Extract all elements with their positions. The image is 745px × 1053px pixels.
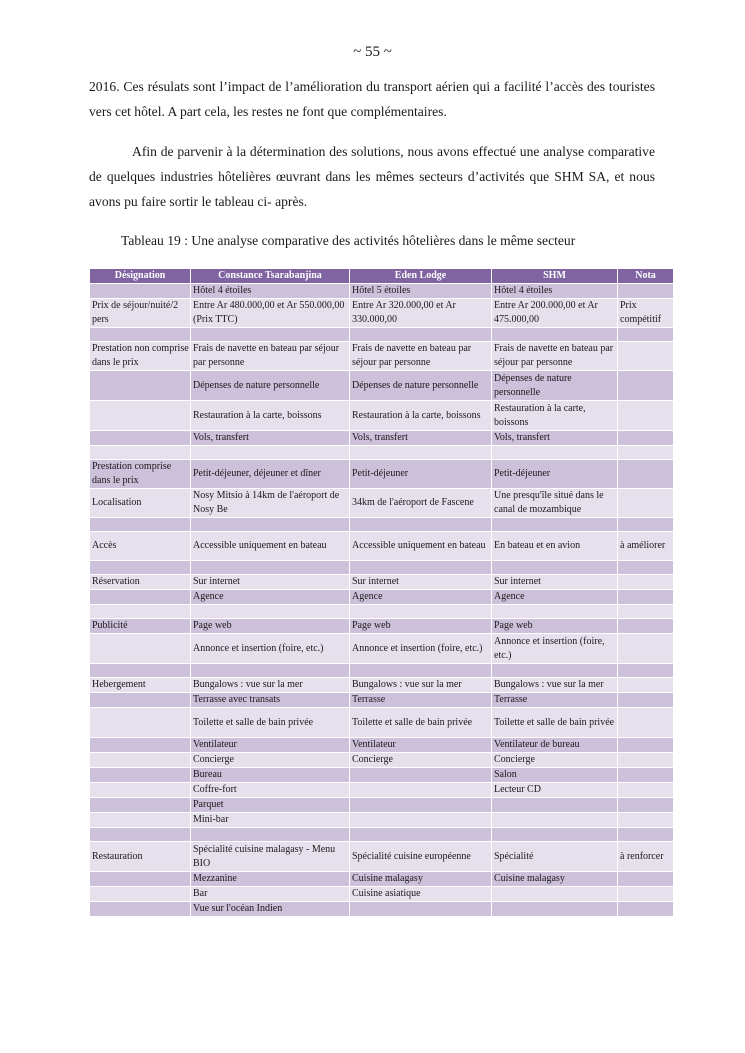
cell-constance <box>191 605 350 619</box>
cell-designation <box>90 431 191 446</box>
cell-eden-lodge <box>350 828 492 842</box>
cell-nota <box>618 768 674 783</box>
header-eden-lodge: Eden Lodge <box>350 269 492 284</box>
cell-designation: Hebergement <box>90 678 191 693</box>
cell-designation <box>90 798 191 813</box>
cell-shm <box>492 518 618 532</box>
table-row <box>90 887 674 902</box>
paragraph-1: 2016. Ces résulats sont l’impact de l’amélioration du transport aérien qui a facilité l’accès des touristes vers cet hôtel. A part cela, les restes ne font que complémentaires. <box>89 79 655 119</box>
cell-nota <box>618 828 674 842</box>
cell-constance <box>191 328 350 342</box>
cell-eden-lodge: Dépenses de nature personnelle <box>350 371 492 401</box>
cell-eden-lodge: Concierge <box>350 753 492 768</box>
cell-designation <box>90 664 191 678</box>
cell-designation <box>90 902 191 917</box>
cell-eden-lodge <box>350 518 492 532</box>
cell-designation: Publicité <box>90 619 191 634</box>
cell-shm: Restauration à la carte, boissons <box>492 401 618 431</box>
cell-shm: Dépenses de nature personnelle <box>492 371 618 401</box>
cell-shm: Vols, transfert <box>492 431 618 446</box>
table-row <box>90 664 674 678</box>
table-row <box>90 842 674 872</box>
cell-constance <box>191 561 350 575</box>
cell-eden-lodge: 34km de l'aéroport de Fascene <box>350 489 492 518</box>
cell-constance: Entre Ar 480.000,00 et Ar 550.000,00 (Prix TTC) <box>191 299 350 328</box>
cell-eden-lodge: Sur internet <box>350 575 492 590</box>
cell-constance: Page web <box>191 619 350 634</box>
cell-eden-lodge <box>350 664 492 678</box>
cell-designation <box>90 708 191 738</box>
cell-eden-lodge: Spécialité cuisine européenne <box>350 842 492 872</box>
cell-eden-lodge <box>350 813 492 828</box>
cell-shm: Ventilateur de bureau <box>492 738 618 753</box>
cell-eden-lodge: Ventilateur <box>350 738 492 753</box>
cell-designation: Restauration <box>90 842 191 872</box>
cell-shm <box>492 605 618 619</box>
cell-nota: à améliorer <box>618 532 674 561</box>
cell-shm: Concierge <box>492 753 618 768</box>
table-row <box>90 371 674 401</box>
cell-constance: Bungalows : vue sur la mer <box>191 678 350 693</box>
cell-nota: Prix compétitif <box>618 299 674 328</box>
cell-shm: Entre Ar 200.000,00 et Ar 475.000,00 <box>492 299 618 328</box>
cell-shm <box>492 902 618 917</box>
cell-shm: Salon <box>492 768 618 783</box>
table-row <box>90 693 674 708</box>
cell-eden-lodge: Annonce et insertion (foire, etc.) <box>350 634 492 664</box>
table-row <box>90 619 674 634</box>
cell-shm <box>492 813 618 828</box>
cell-nota <box>618 813 674 828</box>
cell-designation <box>90 753 191 768</box>
cell-constance: Concierge <box>191 753 350 768</box>
cell-shm: Une presqu'île situé dans le canal de mozambique <box>492 489 618 518</box>
header-shm: SHM <box>492 269 618 284</box>
cell-constance: Sur internet <box>191 575 350 590</box>
cell-nota <box>618 872 674 887</box>
cell-shm: Petit-déjeuner <box>492 460 618 489</box>
cell-constance: Terrasse avec transats <box>191 693 350 708</box>
header-designation: Désignation <box>90 269 191 284</box>
cell-eden-lodge: Bungalows : vue sur la mer <box>350 678 492 693</box>
cell-eden-lodge: Hôtel 5 étoiles <box>350 284 492 299</box>
cell-nota <box>618 446 674 460</box>
cell-shm: Lecteur CD <box>492 783 618 798</box>
cell-constance: Frais de navette en bateau par séjour par personne <box>191 342 350 371</box>
cell-shm: Sur internet <box>492 575 618 590</box>
cell-designation: Prix de séjour/nuité/2 pers <box>90 299 191 328</box>
cell-nota <box>618 431 674 446</box>
table-row <box>90 299 674 328</box>
cell-nota <box>618 798 674 813</box>
cell-eden-lodge: Page web <box>350 619 492 634</box>
table-row <box>90 460 674 489</box>
cell-designation <box>90 738 191 753</box>
table-row <box>90 532 674 561</box>
cell-eden-lodge: Petit-déjeuner <box>350 460 492 489</box>
cell-eden-lodge: Restauration à la carte, boissons <box>350 401 492 431</box>
cell-nota <box>618 575 674 590</box>
cell-designation <box>90 518 191 532</box>
table-row <box>90 813 674 828</box>
cell-eden-lodge <box>350 768 492 783</box>
cell-constance: Agence <box>191 590 350 605</box>
cell-nota <box>618 693 674 708</box>
cell-eden-lodge: Frais de navette en bateau par séjour par personne <box>350 342 492 371</box>
table-row <box>90 605 674 619</box>
comparison-table <box>89 268 674 917</box>
table-row <box>90 328 674 342</box>
cell-designation <box>90 284 191 299</box>
cell-constance <box>191 828 350 842</box>
cell-shm <box>492 887 618 902</box>
cell-eden-lodge: Cuisine asiatique <box>350 887 492 902</box>
table-row <box>90 708 674 738</box>
cell-nota <box>618 664 674 678</box>
cell-nota <box>618 619 674 634</box>
cell-nota <box>618 887 674 902</box>
cell-designation <box>90 634 191 664</box>
cell-nota <box>618 738 674 753</box>
cell-designation: Réservation <box>90 575 191 590</box>
cell-shm: Agence <box>492 590 618 605</box>
cell-eden-lodge <box>350 561 492 575</box>
cell-constance: Vols, transfert <box>191 431 350 446</box>
cell-shm <box>492 828 618 842</box>
table-row <box>90 342 674 371</box>
cell-constance: Vue sur l'océan Indien <box>191 902 350 917</box>
cell-shm: Terrasse <box>492 693 618 708</box>
cell-constance: Ventilateur <box>191 738 350 753</box>
cell-nota <box>618 753 674 768</box>
cell-constance: Bureau <box>191 768 350 783</box>
cell-shm <box>492 798 618 813</box>
cell-shm <box>492 664 618 678</box>
cell-nota <box>618 561 674 575</box>
cell-eden-lodge: Accessible uniquement en bateau <box>350 532 492 561</box>
table-row <box>90 783 674 798</box>
cell-eden-lodge <box>350 328 492 342</box>
cell-nota <box>618 590 674 605</box>
cell-constance: Toilette et salle de bain privée <box>191 708 350 738</box>
cell-shm: Toilette et salle de bain privée <box>492 708 618 738</box>
table-row <box>90 753 674 768</box>
cell-designation <box>90 371 191 401</box>
cell-designation <box>90 887 191 902</box>
cell-constance: Spécialité cuisine malagasy - Menu BIO <box>191 842 350 872</box>
table-caption: Tableau 19 : Une analyse comparative des activités hôtelières dans le même secteur <box>121 233 576 248</box>
header-nota: Nota <box>618 269 674 284</box>
cell-designation: Prestation non comprise dans le prix <box>90 342 191 371</box>
table-row <box>90 678 674 693</box>
cell-nota <box>618 678 674 693</box>
cell-nota <box>618 460 674 489</box>
cell-nota <box>618 605 674 619</box>
cell-nota <box>618 518 674 532</box>
table-row <box>90 828 674 842</box>
cell-nota <box>618 708 674 738</box>
cell-designation <box>90 328 191 342</box>
table-row <box>90 768 674 783</box>
cell-shm: Page web <box>492 619 618 634</box>
cell-shm: Frais de navette en bateau par séjour par personne <box>492 342 618 371</box>
cell-designation <box>90 693 191 708</box>
cell-eden-lodge <box>350 783 492 798</box>
cell-nota <box>618 783 674 798</box>
table-row <box>90 446 674 460</box>
cell-constance: Accessible uniquement en bateau <box>191 532 350 561</box>
cell-constance <box>191 518 350 532</box>
cell-eden-lodge <box>350 446 492 460</box>
table-row <box>90 489 674 518</box>
cell-designation <box>90 446 191 460</box>
cell-shm: Annonce et insertion (foire, etc.) <box>492 634 618 664</box>
page-number: ~ 55 ~ <box>353 44 392 60</box>
cell-shm: Cuisine malagasy <box>492 872 618 887</box>
cell-designation <box>90 605 191 619</box>
cell-shm: En bateau et en avion <box>492 532 618 561</box>
cell-eden-lodge <box>350 798 492 813</box>
cell-nota <box>618 401 674 431</box>
cell-nota <box>618 489 674 518</box>
cell-eden-lodge: Terrasse <box>350 693 492 708</box>
cell-eden-lodge <box>350 605 492 619</box>
table-row <box>90 798 674 813</box>
table-row <box>90 634 674 664</box>
cell-constance: Petit-déjeuner, déjeuner et dîner <box>191 460 350 489</box>
table-row <box>90 902 674 917</box>
table-row <box>90 401 674 431</box>
cell-designation: Localisation <box>90 489 191 518</box>
table-row <box>90 575 674 590</box>
cell-shm <box>492 561 618 575</box>
cell-nota <box>618 371 674 401</box>
cell-nota: à renforcer <box>618 842 674 872</box>
table-row <box>90 738 674 753</box>
cell-shm: Hôtel 4 étoiles <box>492 284 618 299</box>
cell-eden-lodge: Toilette et salle de bain privée <box>350 708 492 738</box>
cell-constance: Restauration à la carte, boissons <box>191 401 350 431</box>
cell-designation <box>90 590 191 605</box>
cell-constance: Nosy Mitsio à 14km de l'aéroport de Nosy Be <box>191 489 350 518</box>
cell-nota <box>618 342 674 371</box>
cell-constance: Dépenses de nature personnelle <box>191 371 350 401</box>
cell-shm: Spécialité <box>492 842 618 872</box>
cell-eden-lodge: Vols, transfert <box>350 431 492 446</box>
cell-constance: Mini-bar <box>191 813 350 828</box>
cell-constance <box>191 664 350 678</box>
cell-nota <box>618 902 674 917</box>
paragraph-2: Afin de parvenir à la détermination des solutions, nous avons effectué une analyse comparative de quelques industries hôtelières œuvrant dans les mêmes secteurs d’activités que SHM SA, et nous avons pu faire sortir le tableau ci- après. <box>89 144 655 209</box>
cell-nota <box>618 284 674 299</box>
cell-nota <box>618 634 674 664</box>
table-header-row <box>90 269 674 284</box>
cell-designation <box>90 872 191 887</box>
cell-eden-lodge: Cuisine malagasy <box>350 872 492 887</box>
cell-designation <box>90 828 191 842</box>
cell-designation: Accès <box>90 532 191 561</box>
cell-eden-lodge: Entre Ar 320.000,00 et Ar 330.000,00 <box>350 299 492 328</box>
cell-constance: Parquet <box>191 798 350 813</box>
cell-constance: Annonce et insertion (foire, etc.) <box>191 634 350 664</box>
table-row <box>90 431 674 446</box>
cell-designation <box>90 401 191 431</box>
cell-constance: Bar <box>191 887 350 902</box>
cell-designation <box>90 561 191 575</box>
table-row <box>90 561 674 575</box>
table-body <box>90 284 674 917</box>
cell-eden-lodge <box>350 902 492 917</box>
cell-eden-lodge: Agence <box>350 590 492 605</box>
cell-designation <box>90 768 191 783</box>
table-row <box>90 590 674 605</box>
table-row <box>90 872 674 887</box>
cell-constance <box>191 446 350 460</box>
cell-designation <box>90 783 191 798</box>
cell-shm <box>492 446 618 460</box>
cell-nota <box>618 328 674 342</box>
cell-shm <box>492 328 618 342</box>
table-row <box>90 518 674 532</box>
cell-shm: Bungalows : vue sur la mer <box>492 678 618 693</box>
cell-designation: Prestation comprise dans le prix <box>90 460 191 489</box>
table-row <box>90 284 674 299</box>
cell-designation <box>90 813 191 828</box>
cell-constance: Coffre-fort <box>191 783 350 798</box>
header-constance: Constance Tsarabanjina <box>191 269 350 284</box>
cell-constance: Hôtel 4 étoiles <box>191 284 350 299</box>
cell-constance: Mezzanine <box>191 872 350 887</box>
